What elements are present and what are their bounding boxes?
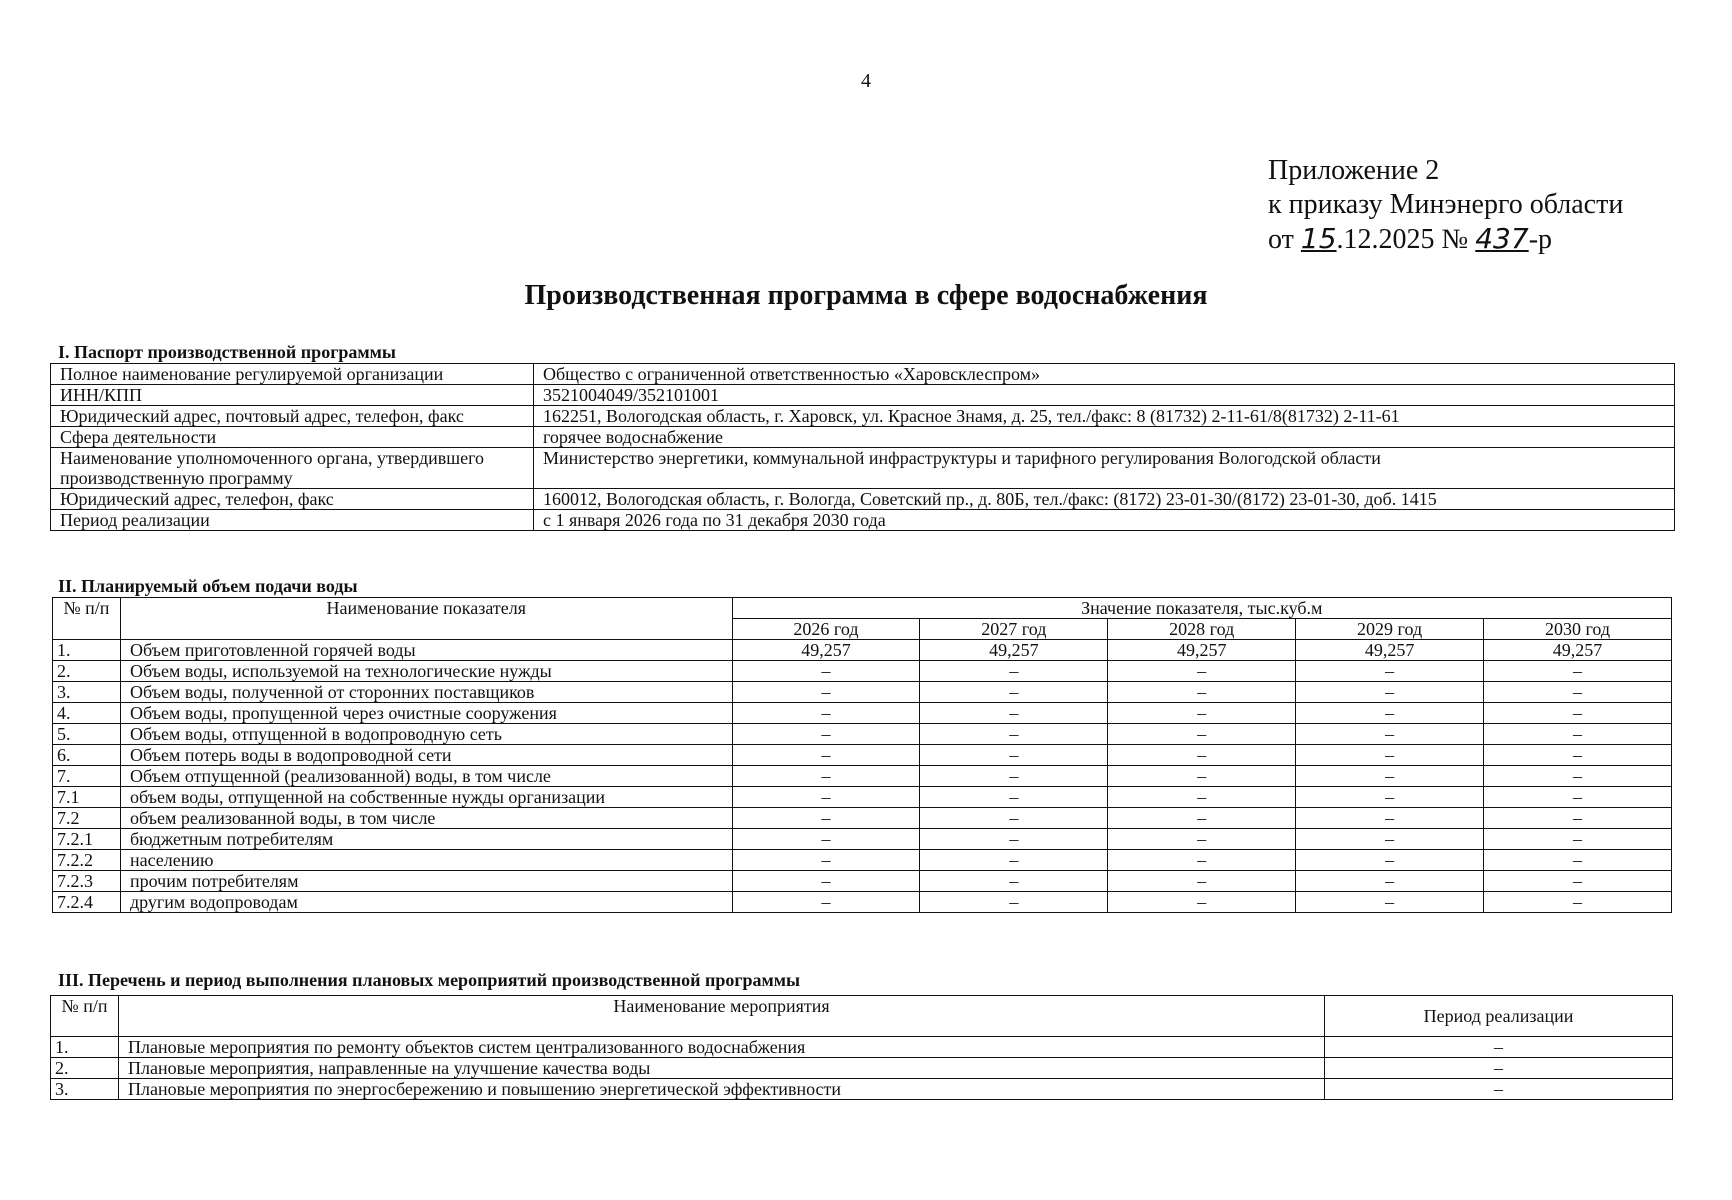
row-number: 1. — [51, 1037, 119, 1058]
indicator-value: – — [732, 661, 920, 682]
passport-value: Общество с ограниченной ответственностью «Харовсклеспром» — [534, 364, 1675, 385]
indicator-value: – — [1296, 661, 1484, 682]
col-header-num: № п/п — [53, 598, 121, 640]
indicator-value: – — [920, 871, 1108, 892]
passport-row — [51, 385, 1675, 406]
indicator-value: – — [732, 703, 920, 724]
passport-label: ИНН/КПП — [51, 385, 534, 406]
volume-row — [53, 703, 1672, 724]
indicator-value: – — [1296, 829, 1484, 850]
indicator-value: – — [1296, 892, 1484, 913]
row-number: 5. — [53, 724, 121, 745]
passport-value: 3521004049/352101001 — [534, 385, 1675, 406]
indicator-value: – — [1108, 661, 1296, 682]
indicator-value: – — [920, 745, 1108, 766]
activity-name: Плановые мероприятия по ремонту объектов систем централизованного водоснабжения — [119, 1037, 1325, 1058]
row-number: 3. — [51, 1079, 119, 1100]
order-suffix: -р — [1528, 224, 1553, 255]
col-header-period: Период реализации — [1325, 996, 1673, 1037]
passport-label: Юридический адрес, почтовый адрес, телефон, факс — [51, 406, 534, 427]
indicator-name: бюджетным потребителям — [120, 829, 732, 850]
volume-row — [53, 808, 1672, 829]
indicator-name: Объем приготовленной горячей воды — [120, 640, 732, 661]
indicator-value: 49,257 — [1296, 640, 1484, 661]
indicator-value: – — [1108, 829, 1296, 850]
indicator-value: – — [1296, 787, 1484, 808]
passport-value: горячее водоснабжение — [534, 427, 1675, 448]
passport-row — [51, 406, 1675, 427]
indicator-value: – — [1108, 766, 1296, 787]
row-number: 7.2.4 — [53, 892, 121, 913]
document-title: Производственная программа в сфере водоснабжения — [524, 280, 1208, 311]
indicator-value: – — [920, 724, 1108, 745]
volume-row — [53, 766, 1672, 787]
indicator-value: – — [1108, 850, 1296, 871]
indicator-value: – — [1296, 766, 1484, 787]
indicator-name: объем воды, отпущенной на собственные нужды организации — [120, 787, 732, 808]
indicator-value: – — [1108, 703, 1296, 724]
indicator-value: – — [1108, 745, 1296, 766]
volume-row — [53, 871, 1672, 892]
indicator-value: – — [732, 829, 920, 850]
indicator-value: – — [1296, 745, 1484, 766]
indicator-value: – — [1296, 850, 1484, 871]
indicator-value: – — [1108, 724, 1296, 745]
passport-row — [51, 489, 1675, 510]
section2-title: II. Планируемый объем подачи воды — [58, 576, 358, 596]
indicator-value: – — [920, 682, 1108, 703]
indicator-value: – — [732, 787, 920, 808]
col-header-num: № п/п — [51, 996, 119, 1037]
activity-period: – — [1325, 1037, 1673, 1058]
indicator-value: – — [732, 871, 920, 892]
activity-row — [51, 1037, 1673, 1058]
activity-row — [51, 1079, 1673, 1100]
row-number: 2. — [53, 661, 121, 682]
volume-row — [53, 640, 1672, 661]
passport-row — [51, 427, 1675, 448]
passport-value: 160012, Вологодская область, г. Вологда, Советский пр., д. 80Б, тел./факс: (8172) 23-01-30/(8172) 23-01-30, доб. 1415 — [534, 489, 1675, 510]
row-number: 4. — [53, 703, 121, 724]
indicator-value: 49,257 — [732, 640, 920, 661]
row-number: 7. — [53, 766, 121, 787]
passport-value: 162251, Вологодская область, г. Харовск, ул. Красное Знамя, д. 25, тел./факс: 8 (81732) 2-11-61/8(81732) 2-11-61 — [534, 406, 1675, 427]
indicator-value: 49,257 — [1108, 640, 1296, 661]
section3-title: III. Перечень и период выполнения плановых мероприятий производственной программы — [58, 970, 801, 990]
activity-name: Плановые мероприятия по энергосбережению и повышению энергетической эффективности — [119, 1079, 1325, 1100]
passport-row — [51, 364, 1675, 385]
activities-table — [50, 995, 1673, 1100]
indicator-value: – — [1484, 766, 1672, 787]
indicator-value: – — [1484, 829, 1672, 850]
passport-value: Министерство энергетики, коммунальной инфраструктуры и тарифного регулирования Вологодской области — [534, 448, 1675, 489]
indicator-value: – — [1484, 892, 1672, 913]
passport-label: Полное наименование регулируемой организации — [51, 364, 534, 385]
indicator-value: – — [1484, 661, 1672, 682]
volume-row — [53, 850, 1672, 871]
indicator-name: Объем потерь воды в водопроводной сети — [120, 745, 732, 766]
passport-table — [50, 363, 1675, 531]
indicator-name: Объем воды, отпущенной в водопроводную сеть — [120, 724, 732, 745]
volume-row — [53, 829, 1672, 850]
year-header: 2030 год — [1484, 619, 1672, 640]
indicator-value: – — [920, 766, 1108, 787]
indicator-value: – — [732, 808, 920, 829]
indicator-value: – — [920, 850, 1108, 871]
indicator-value: – — [732, 724, 920, 745]
volume-row — [53, 682, 1672, 703]
indicator-value: – — [920, 829, 1108, 850]
indicator-value: – — [1108, 682, 1296, 703]
page-number: 4 — [861, 70, 871, 92]
indicator-name: Объем отпущенной (реализованной) воды, в том числе — [120, 766, 732, 787]
date-rest: .12.2025 № — [1336, 224, 1469, 255]
passport-label: Сфера деятельности — [51, 427, 534, 448]
volume-row — [53, 892, 1672, 913]
indicator-value: – — [920, 703, 1108, 724]
row-number: 6. — [53, 745, 121, 766]
indicator-name: другим водопроводам — [120, 892, 732, 913]
indicator-value: – — [1484, 745, 1672, 766]
volume-row — [53, 745, 1672, 766]
passport-value: с 1 января 2026 года по 31 декабря 2030 года — [534, 510, 1675, 531]
indicator-value: – — [920, 787, 1108, 808]
indicator-name: прочим потребителям — [120, 871, 732, 892]
activity-period: – — [1325, 1058, 1673, 1079]
indicator-value: – — [1484, 703, 1672, 724]
date-prefix: от — [1268, 224, 1294, 255]
indicator-value: – — [1108, 871, 1296, 892]
row-number: 2. — [51, 1058, 119, 1079]
indicator-value: 49,257 — [1484, 640, 1672, 661]
appendix-line1: Приложение 2 — [1268, 155, 1440, 186]
indicator-value: – — [1108, 892, 1296, 913]
volume-row — [53, 787, 1672, 808]
indicator-value: – — [1296, 703, 1484, 724]
col-header-values: Значение показателя, тыс.куб.м — [732, 598, 1671, 619]
indicator-value: – — [1108, 808, 1296, 829]
handwritten-day: 15 — [1300, 222, 1337, 255]
passport-row — [51, 448, 1675, 489]
indicator-value: – — [1484, 682, 1672, 703]
handwritten-order-number: 437 — [1475, 222, 1529, 255]
row-number: 7.2.2 — [53, 850, 121, 871]
row-number: 7.1 — [53, 787, 121, 808]
indicator-value: – — [1296, 724, 1484, 745]
indicator-value: – — [732, 892, 920, 913]
activity-row — [51, 1058, 1673, 1079]
indicator-value: 49,257 — [920, 640, 1108, 661]
volume-row — [53, 661, 1672, 682]
appendix-block — [1268, 154, 1623, 257]
row-number: 7.2.1 — [53, 829, 121, 850]
indicator-value: – — [732, 850, 920, 871]
year-header: 2026 год — [732, 619, 920, 640]
section1-title: I. Паспорт производственной программы — [58, 342, 396, 362]
indicator-value: – — [732, 682, 920, 703]
indicator-value: – — [732, 745, 920, 766]
volume-table — [52, 597, 1672, 913]
row-number: 7.2.3 — [53, 871, 121, 892]
col-header-activity: Наименование мероприятия — [119, 996, 1325, 1037]
row-number: 1. — [53, 640, 121, 661]
activity-period: – — [1325, 1079, 1673, 1100]
volume-row — [53, 724, 1672, 745]
indicator-value: – — [1296, 871, 1484, 892]
indicator-value: – — [1484, 871, 1672, 892]
col-header-name: Наименование показателя — [120, 598, 732, 640]
indicator-value: – — [1484, 787, 1672, 808]
indicator-value: – — [1484, 850, 1672, 871]
year-header: 2029 год — [1296, 619, 1484, 640]
indicator-value: – — [920, 892, 1108, 913]
passport-label: Наименование уполномоченного органа, утвердившего производственную программу — [51, 448, 534, 489]
indicator-name: объем реализованной воды, в том числе — [120, 808, 732, 829]
indicator-value: – — [920, 808, 1108, 829]
indicator-name: Объем воды, пропущенной через очистные сооружения — [120, 703, 732, 724]
passport-label: Период реализации — [51, 510, 534, 531]
indicator-name: Объем воды, используемой на технологические нужды — [120, 661, 732, 682]
passport-label: Юридический адрес, телефон, факс — [51, 489, 534, 510]
row-number: 7.2 — [53, 808, 121, 829]
indicator-value: – — [1108, 787, 1296, 808]
row-number: 3. — [53, 682, 121, 703]
indicator-value: – — [1296, 808, 1484, 829]
passport-row — [51, 510, 1675, 531]
indicator-value: – — [1484, 724, 1672, 745]
indicator-name: Объем воды, полученной от сторонних поставщиков — [120, 682, 732, 703]
indicator-value: – — [732, 766, 920, 787]
appendix-line2: к приказу Минэнерго области — [1268, 189, 1624, 220]
appendix-date-line — [1268, 222, 1623, 257]
indicator-value: – — [1296, 682, 1484, 703]
indicator-name: населению — [120, 850, 732, 871]
year-header: 2027 год — [920, 619, 1108, 640]
activity-name: Плановые мероприятия, направленные на улучшение качества воды — [119, 1058, 1325, 1079]
year-header: 2028 год — [1108, 619, 1296, 640]
indicator-value: – — [1484, 808, 1672, 829]
indicator-value: – — [920, 661, 1108, 682]
